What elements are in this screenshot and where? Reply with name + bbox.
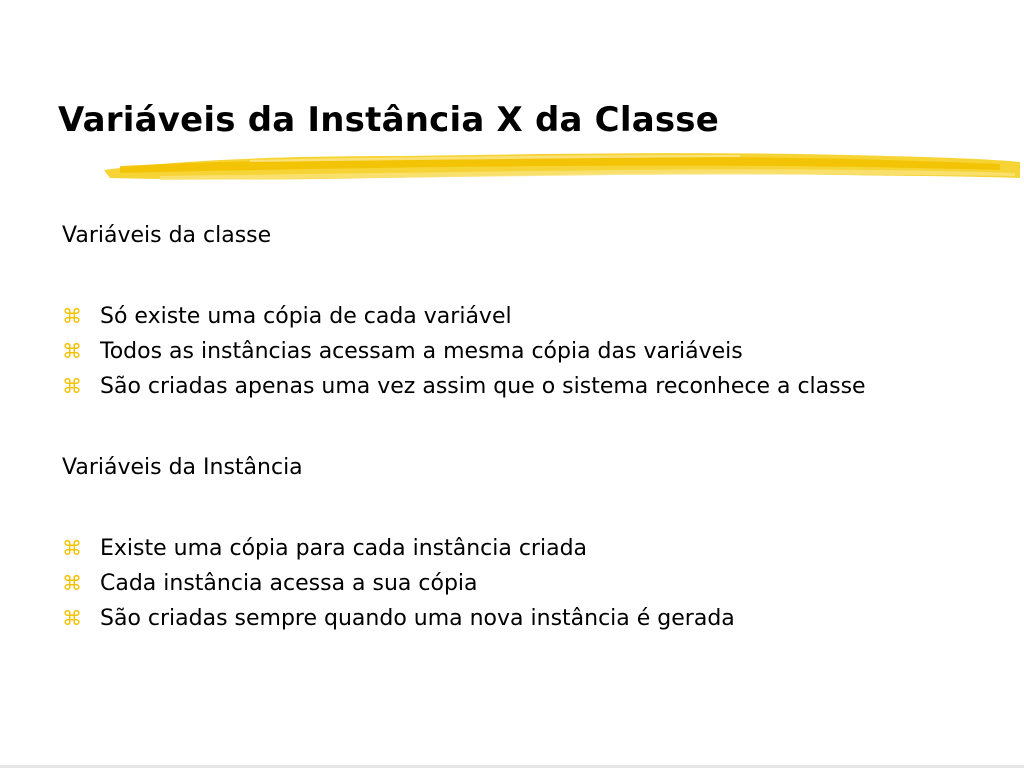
command-key-icon: ⌘ [62,339,82,363]
section-heading-instance-variables: Variáveis da Instância [62,455,303,480]
section-heading-class-variables: Variáveis da classe [62,223,272,248]
list-item [62,566,962,601]
bullet-text: Todos as instâncias acessam a mesma cópia das variáveis [100,339,743,364]
bullet-text: Só existe uma cópia de cada variável [100,304,512,329]
instance-variables-list [62,531,962,636]
slide-title: Variáveis da Instância X da Classe [58,100,719,140]
bullet-text: São criadas apenas uma vez assim que o sistema reconhece a classe [100,374,866,399]
list-item [62,299,962,334]
command-key-icon: ⌘ [62,304,82,328]
class-variables-list [62,299,962,404]
highlighter-underline [100,148,1024,188]
bullet-text: Cada instância acessa a sua cópia [100,571,478,596]
command-key-icon: ⌘ [62,571,82,595]
command-key-icon: ⌘ [62,536,82,560]
bullet-text: Existe uma cópia para cada instância criada [100,536,588,561]
slide-body [62,218,962,636]
list-item [62,369,962,404]
command-key-icon: ⌘ [62,374,82,398]
command-key-icon: ⌘ [62,606,82,630]
bullet-text: São criadas sempre quando uma nova instância é gerada [100,606,735,631]
list-item [62,601,962,636]
list-item [62,531,962,566]
list-item [62,334,962,369]
